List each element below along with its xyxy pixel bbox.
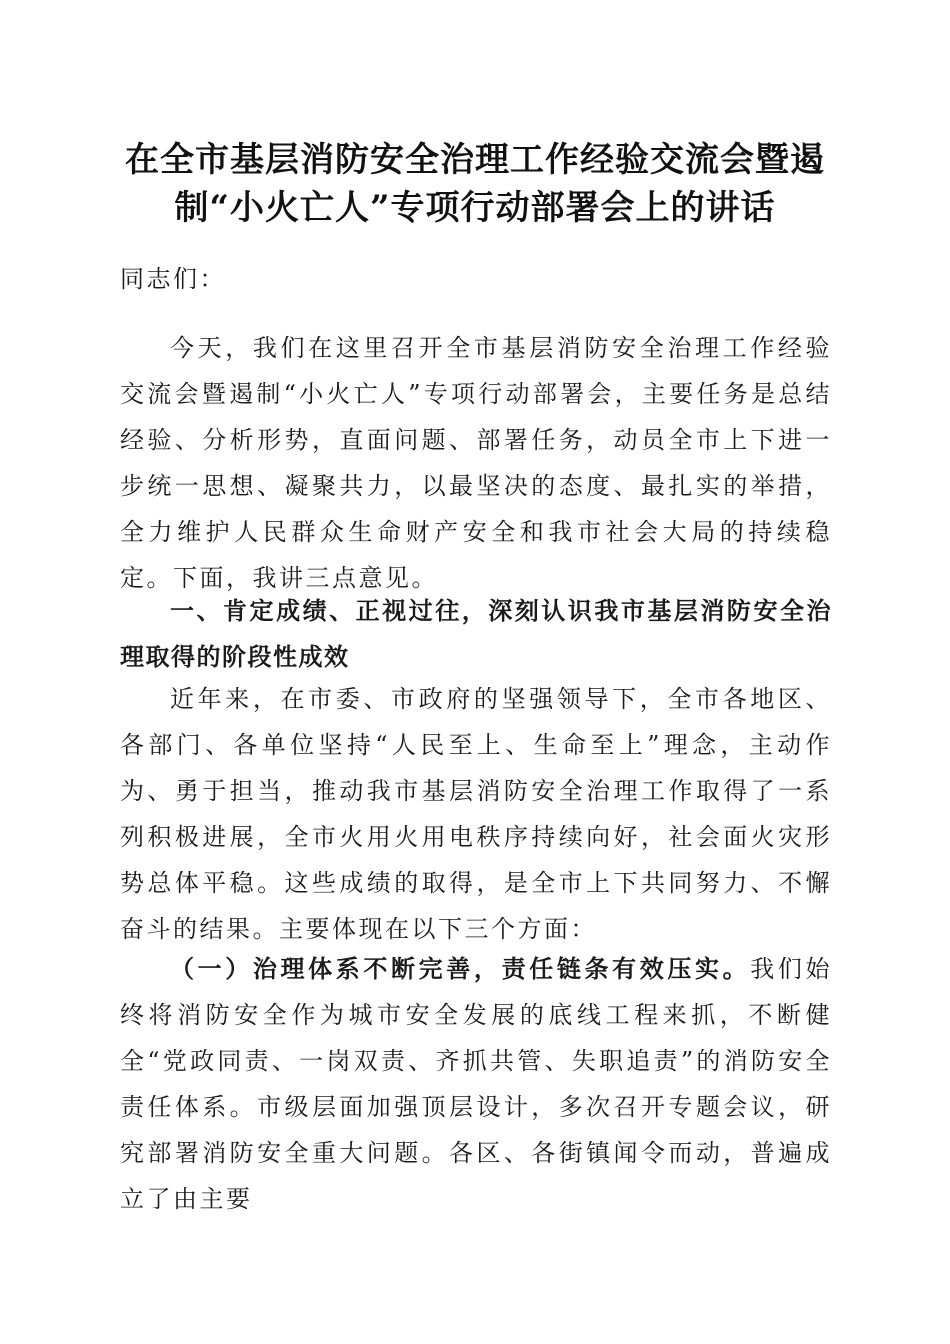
paragraph-intro: 今天，我们在这里召开全市基层消防安全治理工作经验交流会暨遏制“小火亡人”专项行动部署会，主要任务是总结经验、分析形势，直面问题、部署任务，动员全市上下进一步统一思想、凝聚共力，以最坚决的态度、最扎实的举措，全力维护人民群众生命财产安全和我市社会大局的持续稳定。下面，我讲三点意见。 xyxy=(120,334,832,592)
paragraph-achievements: 近年来，在市委、市政府的坚强领导下，全市各地区、各部门、各单位坚持“人民至上、生命至上”理念，主动作为、勇于担当，推动我市基层消防安全治理工作取得了一系列积极进展，全市火用火用电秩序持续向好，社会面火灾形势总体平稳。这些成绩的取得，是全市上下共同努力、不懈奋斗的结果。主要体现在以下三个方面： xyxy=(120,685,832,943)
subheading-1: （一）治理体系不断完善，责任链条有效压实。 xyxy=(170,954,751,983)
title-line-2: 制“小火亡人”专项行动部署会上的讲话 xyxy=(174,188,776,228)
title-line-1: 在全市基层消防安全治理工作经验交流会暨遏 xyxy=(125,140,825,180)
document-title xyxy=(100,136,850,232)
section-heading-1: 一、肯定成绩、正视过往，深刻认识我市基层消防安全治理取得的阶段性成效 xyxy=(120,597,832,671)
greeting: 同志们： xyxy=(120,265,226,293)
paragraph-governance-text: 我们始终将消防安全作为城市安全发展的底线工程来抓，不断健全“党政同责、一岗双责、齐抓共管、失职追责”的消防安全责任体系。市级层面加强顶层设计，多次召开专题会议，研究部署消防安全重大问题。各区、各街镇闻令而动，普遍成立了由主要 xyxy=(120,955,833,1213)
paragraph-governance xyxy=(120,946,832,1222)
